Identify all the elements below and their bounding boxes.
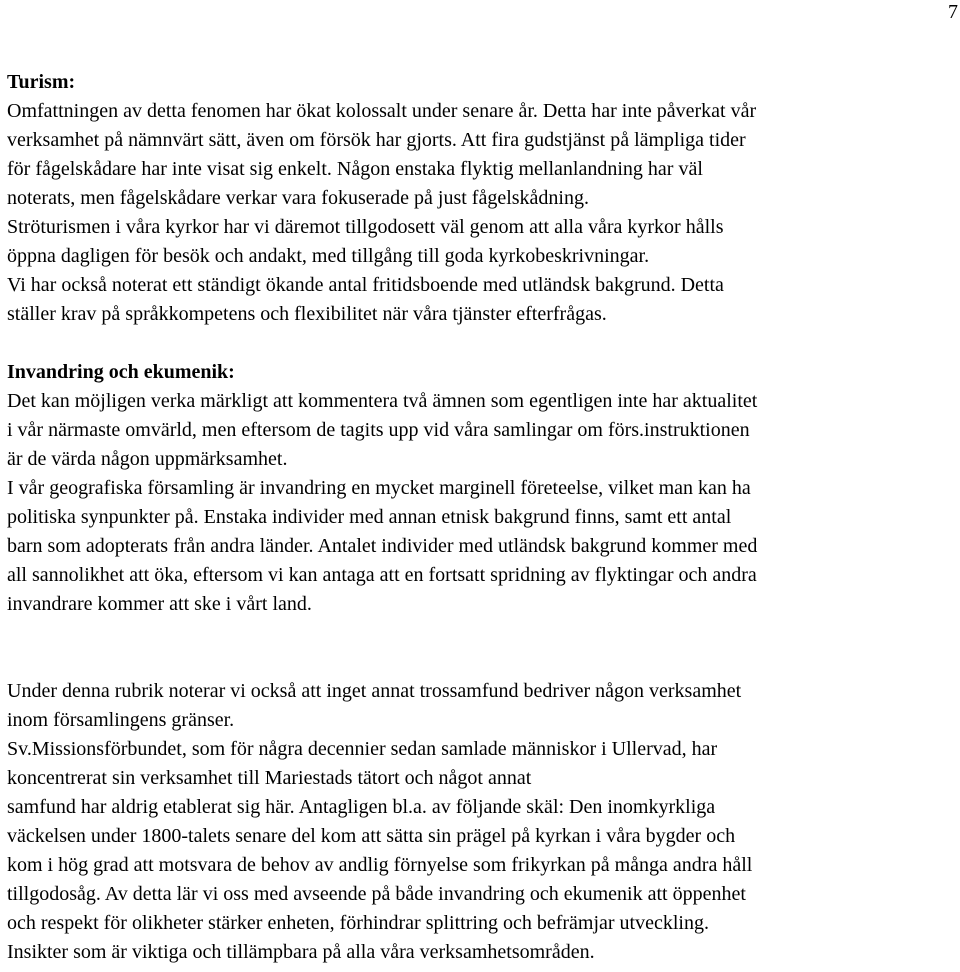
paragraph-line: tillgodosåg. Av detta lär vi oss med avseende på både invandring och ekumenik att öppenhet	[7, 883, 746, 905]
section-spacer	[7, 329, 957, 358]
paragraph-line: verksamhet på nämnvärt sätt, även om försök har gjorts. Att fira gudstjänst på lämpliga tider	[7, 129, 746, 151]
section-invandring	[7, 358, 957, 619]
section-heading-turism: Turism:	[7, 71, 76, 93]
paragraph-line: I vår geografiska församling är invandring en mycket marginell företeelse, vilket man kan ha	[7, 477, 751, 499]
page-number: 7	[948, 1, 958, 23]
paragraph-line: Ströturismen i våra kyrkor har vi däremot tillgodosett väl genom att alla våra kyrkor hålls	[7, 216, 724, 238]
section-heading-invandring: Invandring och ekumenik:	[7, 361, 235, 383]
paragraph-line: Sv.Missionsförbundet, som för några decennier sedan samlade människor i Ullervad, har	[7, 738, 718, 760]
paragraph-line: politiska synpunkter på. Enstaka individer med annan etnisk bakgrund finns, samt ett antal	[7, 506, 732, 528]
paragraph-line: invandrare kommer att ske i vårt land.	[7, 593, 312, 615]
document-body	[7, 68, 957, 967]
section-spacer	[7, 619, 957, 677]
paragraph-line: öppna dagligen för besök och andakt, med tillgång till goda kyrkobeskrivningar.	[7, 245, 650, 267]
paragraph-line: barn som adopterats från andra länder. Antalet individer med utländsk bakgrund kommer med	[7, 535, 758, 557]
section-turism	[7, 68, 957, 329]
paragraph-line: är de värda någon uppmärksamhet.	[7, 448, 288, 470]
paragraph-line: samfund har aldrig etablerat sig här. Antagligen bl.a. av följande skäl: Den inomkyrkliga	[7, 796, 716, 818]
paragraph-line: ställer krav på språkkompetens och flexibilitet när våra tjänster efterfrågas.	[7, 303, 607, 325]
paragraph-line: noterats, men fågelskådare verkar vara fokuserade på just fågelskådning.	[7, 187, 589, 209]
section-ekumenik	[7, 677, 957, 967]
paragraph-line: Omfattningen av detta fenomen har ökat kolossalt under senare år. Detta har inte påverkat vår	[7, 100, 757, 122]
paragraph-line: och respekt för olikheter stärker enheten, förhindrar splittring och befrämjar utveckling.	[7, 912, 709, 934]
paragraph-line: kom i hög grad att motsvara de behov av andlig förnyelse som frikyrkan på många andra håll	[7, 854, 753, 876]
paragraph-line: väckelsen under 1800-talets senare del kom att sätta sin prägel på kyrkan i våra bygder och	[7, 825, 736, 847]
paragraph-line: inom församlingens gränser.	[7, 709, 235, 731]
paragraph-line: Insikter som är viktiga och tillämpbara på alla våra verksamhetsområden.	[7, 941, 595, 963]
paragraph-line: Det kan möjligen verka märkligt att kommentera två ämnen som egentligen inte har aktualitet	[7, 390, 758, 412]
paragraph-line: för fågelskådare har inte visat sig enkelt. Någon enstaka flyktig mellanlandning har väl	[7, 158, 703, 180]
paragraph-line: koncentrerat sin verksamhet till Mariestads tätort och något annat	[7, 767, 532, 789]
paragraph-line: Under denna rubrik noterar vi också att inget annat trossamfund bedriver någon verksamhet	[7, 680, 742, 702]
paragraph-line: i vår närmaste omvärld, men eftersom de tagits upp vid våra samlingar om förs.instruktionen	[7, 419, 750, 441]
paragraph-line: Vi har också noterat ett ständigt ökande antal fritidsboende med utländsk bakgrund. Detta	[7, 274, 724, 296]
paragraph-line: all sannolikhet att öka, eftersom vi kan antaga att en fortsatt spridning av flyktingar och andra	[7, 564, 757, 586]
